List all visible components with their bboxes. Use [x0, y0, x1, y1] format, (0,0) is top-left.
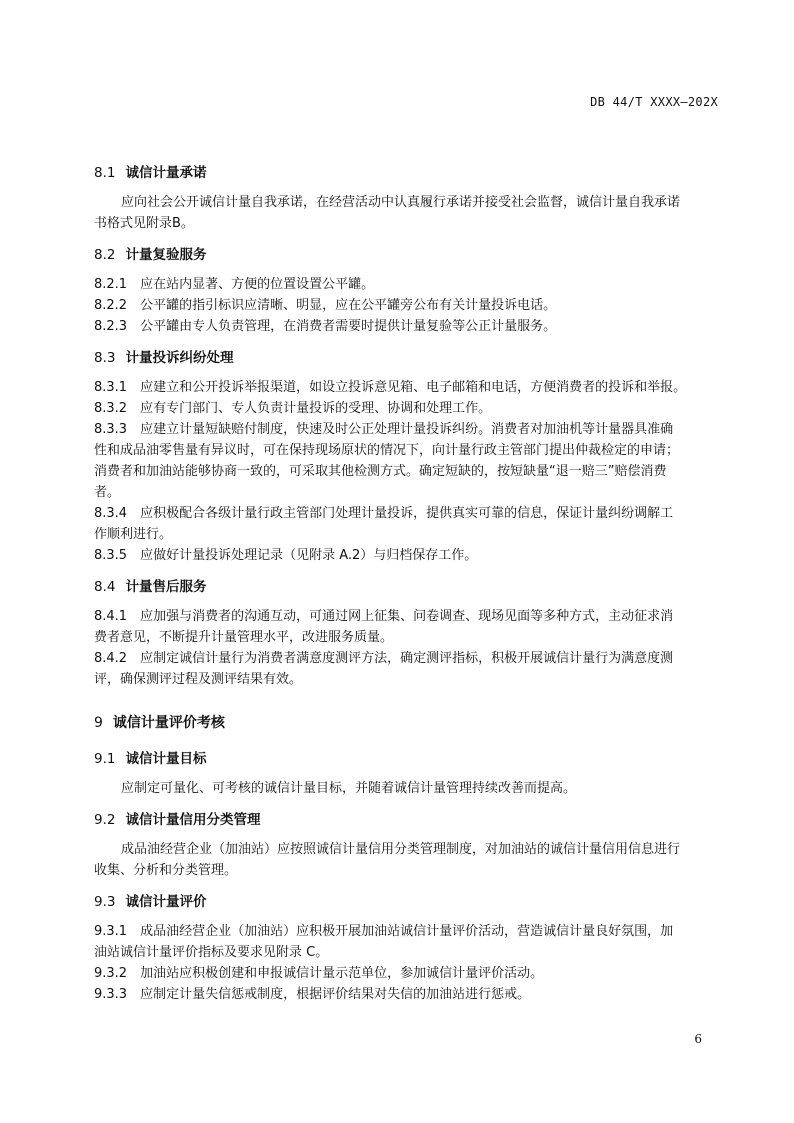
section-heading-9-1 — [94, 748, 720, 770]
chapter-heading-9 — [94, 712, 720, 734]
clause-8-2-1: 8.2.1 应在站内显著、方便的位置设置公平罐。 — [94, 277, 375, 292]
clause-8-3-3-cont: 消费者和加油站能够协商一致的，可采取其他检测方式。确定短缺的，按短缺量“退一赔三”赔偿消费 — [94, 464, 667, 479]
section-number: 8.2 — [94, 247, 116, 263]
clause-8-4-2: 8.4.2 应制定诚信计量行为消费者满意度测评方法，确定测评指标，积极开展诚信计量行为满意度测 — [94, 651, 674, 666]
clause-8-4-1-cont: 费者意见，不断提升计量管理水平，改进服务质量。 — [94, 630, 394, 645]
paragraph-line: 收集、分析和分类管理。 — [94, 863, 238, 878]
section-number: 9.1 — [94, 751, 116, 767]
section-title: 诚信计量承诺 — [125, 165, 207, 181]
chapter-title: 诚信计量评价考核 — [112, 715, 225, 731]
clause-9-3-3: 9.3.3 应制定计量失信惩戒制度，根据评价结果对失信的加油站进行惩戒。 — [94, 987, 531, 1002]
section-heading-9-2 — [94, 809, 720, 831]
clause-8-3-1: 8.3.1 应建立和公开投诉举报渠道，如设立投诉意见箱、电子邮箱和电话，方便消费者的投诉和举报。 — [94, 380, 687, 395]
section-heading-8-1 — [94, 162, 720, 184]
clause-8-3-2: 8.3.2 应有专门部门、专人负责计量投诉的受理、协调和处理工作。 — [94, 401, 492, 416]
section-title: 诚信计量信用分类管理 — [125, 812, 261, 828]
clause-9-3-1: 9.3.1 成品油经营企业（加油站）应积极开展加油站诚信计量评价活动，营造诚信计量良好氛围，加 — [94, 924, 674, 939]
clause-8-2-2: 8.2.2 公平罐的指引标识应清晰、明显，应在公平罐旁公布有关计量投诉电话。 — [94, 298, 557, 313]
page-body — [94, 162, 720, 1005]
section-title: 计量投诉纠纷处理 — [125, 350, 234, 366]
paragraph-line: 应制定可量化、可考核的诚信计量目标，并随着诚信计量管理持续改善而提高。 — [121, 781, 577, 796]
paragraph-line: 应向社会公开诚信计量自我承诺，在经营活动中认真履行承诺并接受社会监督，诚信计量自我承诺 — [121, 195, 681, 210]
section-heading-9-3 — [94, 891, 720, 913]
paragraph-line: 成品油经营企业（加油站）应按照诚信计量信用分类管理制度，对加油站的诚信计量信用信息进行 — [121, 842, 681, 857]
clause-8-3-4-cont: 作顺利进行。 — [94, 527, 173, 542]
paragraph-line: 书格式见附录B。 — [94, 216, 194, 231]
clause-8-2-3: 8.2.3 公平罐由专人负责管理，在消费者需要时提供计量复验等公正计量服务。 — [94, 319, 557, 334]
clause-9-3-2: 9.3.2 加油站应积极创建和申报诚信计量示范单位，参加诚信计量评价活动。 — [94, 966, 544, 981]
section-heading-8-4 — [94, 576, 720, 598]
clause-8-3-5: 8.3.5 应做好计量投诉处理记录（见附录 A.2）与归档保存工作。 — [94, 548, 478, 563]
section-title: 诚信计量目标 — [125, 751, 207, 767]
document-code: DB 44/T XXXX—202X — [590, 95, 718, 109]
clause-8-3-3-cont: 者。 — [94, 485, 121, 500]
section-number: 9.2 — [94, 812, 116, 828]
clause-8-4-2-cont: 评，确保测评过程及测评结果有效。 — [94, 672, 303, 687]
section-title: 诚信计量评价 — [125, 894, 207, 910]
section-title: 计量售后服务 — [125, 579, 207, 595]
section-number: 8.3 — [94, 350, 116, 366]
section-number: 8.4 — [94, 579, 116, 595]
section-number: 8.1 — [94, 165, 116, 181]
clause-9-3-1-cont: 油站诚信计量评价指标及要求见附录 C。 — [94, 945, 329, 960]
section-number: 9.3 — [94, 894, 116, 910]
clause-8-4-1: 8.4.1 应加强与消费者的沟通互动，可通过网上征集、问卷调查、现场见面等多种方式，主动征求消 — [94, 609, 674, 624]
page-number: 6 — [694, 1032, 702, 1046]
clause-8-3-4: 8.3.4 应积极配合各级计量行政主管部门处理计量投诉，提供真实可靠的信息，保证计量纠纷调解工 — [94, 506, 674, 521]
section-heading-8-2 — [94, 244, 720, 266]
clause-8-3-3-cont: 性和成品油零售量有异议时，可在保持现场原状的情况下，向计量行政主管部门提出仲裁检定的申请； — [94, 443, 680, 458]
section-heading-8-3 — [94, 347, 720, 369]
section-title: 计量复验服务 — [125, 247, 207, 263]
chapter-number: 9 — [94, 715, 103, 731]
clause-8-3-3: 8.3.3 应建立计量短缺赔付制度，快速及时公正处理计量投诉纠纷。消费者对加油机等计量器具准确 — [94, 422, 674, 437]
